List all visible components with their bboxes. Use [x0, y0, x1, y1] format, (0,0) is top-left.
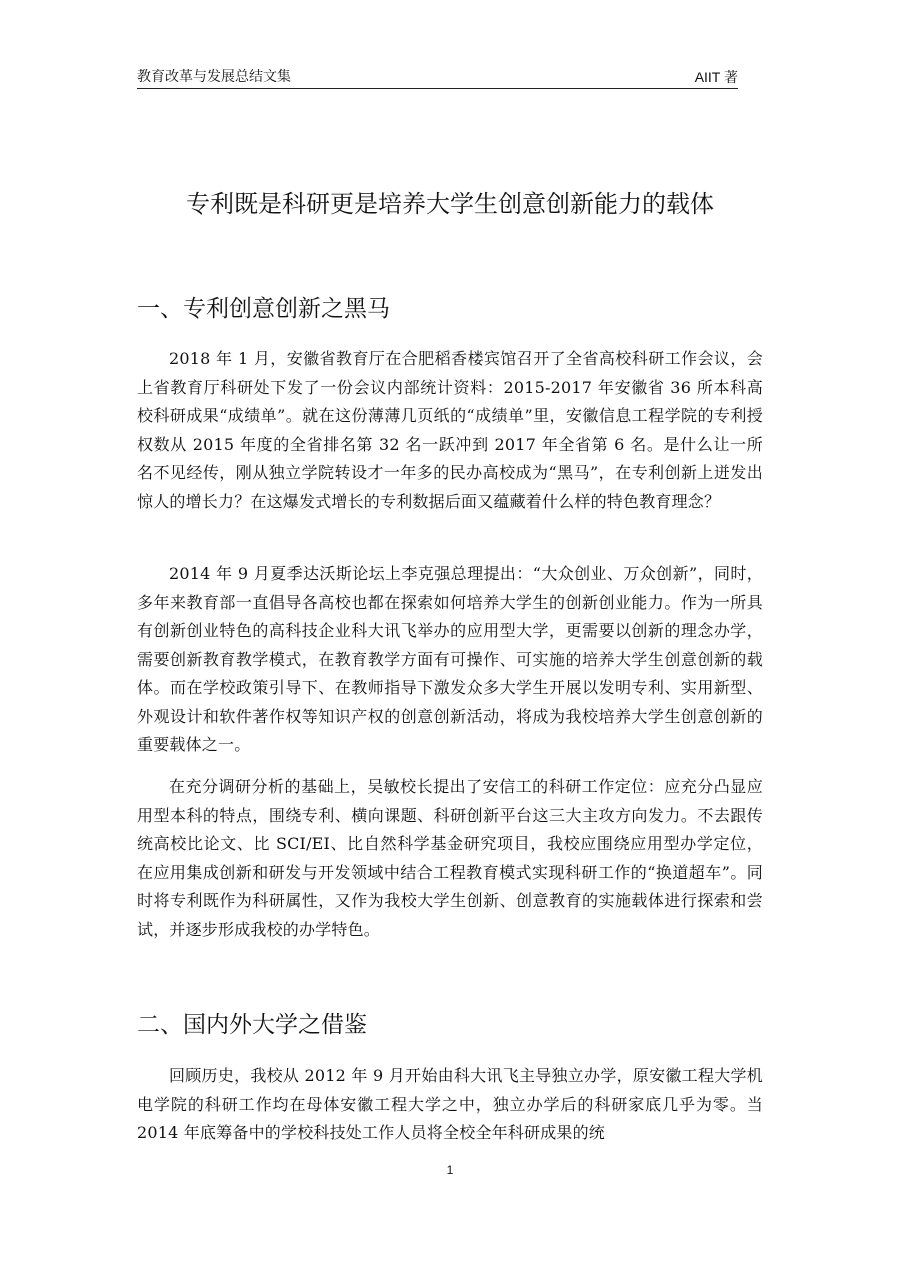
header-collection-title: 教育改革与发展总结文集	[137, 69, 291, 85]
paragraph-1-2: 2014 年 9 月夏季达沃斯论坛上李克强总理提出：“大众创业、万众创新”，同时，多年来教育部一直倡导各高校也都在探索如何培养大学生的创新创业能力。作为一所具有创新创业特色的高科技企业科大讯飞举办的应用型大学，更需要以创新的理念办学，需要创新教育教学模式，在教育教学方面有可操作、可实施的培养大学生创意创新的载体。而在学校政策引导下、在教师指导下激发众多大学生开展以发明专利、实用新型、外观设计和软件著作权等知识产权的创意创新活动，将成为我校培养大学生创意创新的重要载体之一。	[137, 564, 763, 754]
paragraph-1-3: 在充分调研分析的基础上，吴敏校长提出了安信工的科研工作定位：应充分凸显应用型本科的特点，围绕专利、横向课题、科研创新平台这三大主攻方向发力。不去跟传统高校比论文、比 SCI/EI、比自然科学基金研究项目，我校应围绕应用型办学定位，在应用集成创新和研发与开发领域中结合工程教育模式实现科研工作的“换道超车”。同时将专利既作为科研属性，又作为我校大学生创新、创意教育的实施载体进行探索和尝试，并逐步形成我校的办学特色。	[137, 777, 763, 939]
paragraph-1-1: 2018 年 1 月，安徽省教育厅在合肥稻香楼宾馆召开了全省高校科研工作会议，会上省教育厅科研处下发了一份会议内部统计资料：2015-2017 年安徽省 36 所本科高校科研成果“成绩单”。就在这份薄薄几页纸的“成绩单”里，安徽信息工程学院的专利授权数从 2015 年度的全省排名第 32 名一跃冲到 2017 年全省第 6 名。是什么让一所名不见经传，刚从独立学院转设才一年多的民办高校成为“黑马”，在专利创新上迸发出惊人的增长力？在这爆发式增长的专利数据后面又蕴藏着什么样的特色教育理念？	[137, 349, 763, 511]
page-number: 1	[446, 1163, 454, 1177]
paragraph-2-1: 回顾历史，我校从 2012 年 9 月开始由科大讯飞主导独立办学，原安徽工程大学机电学院的科研工作均在母体安徽工程大学之中，独立办学后的科研家底几乎为零。当 2014 年底筹备中的学校科技处工作人员将全校全年科研成果的统	[137, 1066, 763, 1142]
document-title: 专利既是科研更是培养大学生创意创新能力的载体	[186, 190, 714, 218]
header-author: AIIT 著	[694, 69, 738, 85]
section-heading-1: 一、专利创意创新之黑马	[137, 296, 390, 322]
section-heading-2: 二、国内外大学之借鉴	[137, 1012, 367, 1038]
running-header	[137, 66, 738, 89]
